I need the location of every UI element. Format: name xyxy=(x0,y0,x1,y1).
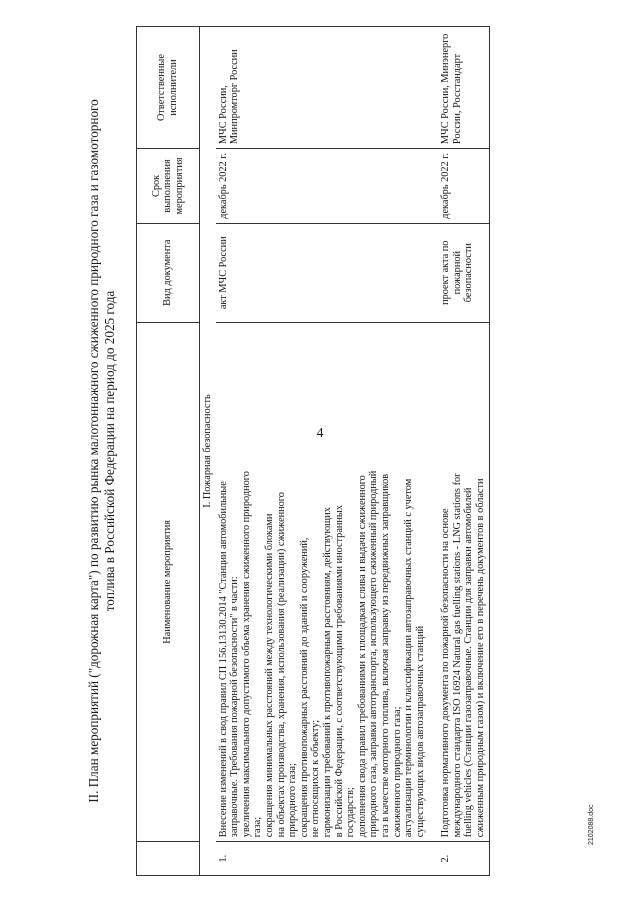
row-name-line: сокращения противопожарных расстояний до зданий и сооружений, xyxy=(298,537,310,838)
row-name-line: существующих видов автозаправочных станций xyxy=(414,625,426,838)
row-name-line: газ в качестве моторного топлива, включая заправку из передвижных заправщиков xyxy=(379,473,391,838)
row-doc: акт МЧС России xyxy=(216,223,429,322)
row-num: 1. xyxy=(216,842,429,876)
row-name-line: не относящихся к объекту; xyxy=(310,719,322,838)
row-name-line: в Российской Федерации, с соответствующими требованиями иностранных xyxy=(333,505,345,838)
row-name-line: сокращения минимальных расстояний между технологическими блоками xyxy=(263,513,275,838)
row-separator xyxy=(428,27,438,876)
header-num xyxy=(137,842,200,876)
table-row xyxy=(438,27,489,876)
header-term: Срок выполнения мероприятия xyxy=(137,149,200,224)
title-line-2: топлива в Российской Федерации на период до 2025 года xyxy=(102,290,117,612)
row-name-line: увеличения максимального допустимого объема хранения сжиженного природного xyxy=(240,471,252,838)
row-name-line: газа; xyxy=(252,816,264,838)
row-name-line: природного газа, заправки автотранспорта, использующего сжиженный природный xyxy=(368,470,380,838)
plan-table xyxy=(136,26,490,876)
row-name-line: международного стандарта ISO 16924 Natural gas fuelling stations - LNG stations for xyxy=(451,473,463,838)
file-code: 2102088.doc xyxy=(588,804,595,845)
section-title: I. Пожарная безопасность xyxy=(200,27,216,876)
row-num: 2. xyxy=(438,842,489,876)
row-name-line: государств; xyxy=(345,787,357,838)
row-term: декабрь 2022 г. xyxy=(438,149,489,224)
row-name-line: природного газа; xyxy=(287,763,299,838)
row-name-line: Подготовка нормативного документа по пожарной безопасности на основе xyxy=(440,508,452,838)
row-term: декабрь 2022 г. xyxy=(216,149,429,224)
section-row xyxy=(200,27,216,876)
row-name xyxy=(438,322,489,842)
rotated-content xyxy=(86,16,580,886)
page-title xyxy=(86,16,118,886)
page-number: 4 xyxy=(316,426,324,441)
header-name: Наименование мероприятия xyxy=(137,322,200,842)
row-name-line: дополнения свода правил требованиями к площадкам слива и выдачи сжиженного xyxy=(356,475,368,838)
row-name-line: на объектах производства, хранения, использования (реализации) сжиженного xyxy=(275,492,287,838)
row-name-line: сжиженного природного газа; xyxy=(391,706,403,838)
row-name-line: актуализации терминологии и классификации автозаправочных станций с учетом xyxy=(403,478,415,838)
row-name-line: сжиженным природным газом) и включение его в перечень документов в области xyxy=(475,478,487,838)
table-header-row xyxy=(137,27,200,876)
header-doc: Вид документа xyxy=(137,223,200,322)
row-doc: проект акта по пожарной безопасности xyxy=(438,223,489,322)
row-name-line: fuelling vehicles (Станции газозаправочные. Станции для заправки автомобилей xyxy=(463,487,475,838)
row-resp: МЧС России, Минпромторг России xyxy=(216,27,429,149)
row-name-line: гармонизации требований к противопожарным расстояниям, действующих xyxy=(321,507,333,838)
title-line-1: II. План мероприятий ("дорожная карта") по развитию рынка малотоннажного сжиженного природного газа и газомоторного xyxy=(86,99,101,803)
row-resp: МЧС России, Минэнерго России, Росстандарт xyxy=(438,27,489,149)
row-name-line: Внесение изменений в свод правил СП 156.13130.2014 "Станции автомобильные xyxy=(217,481,229,838)
row-name xyxy=(216,322,429,842)
header-resp: Ответственные исполнители xyxy=(137,27,200,149)
row-name-line: заправочные. Требования пожарной безопасности" в части: xyxy=(229,576,241,838)
table-row xyxy=(216,27,429,876)
